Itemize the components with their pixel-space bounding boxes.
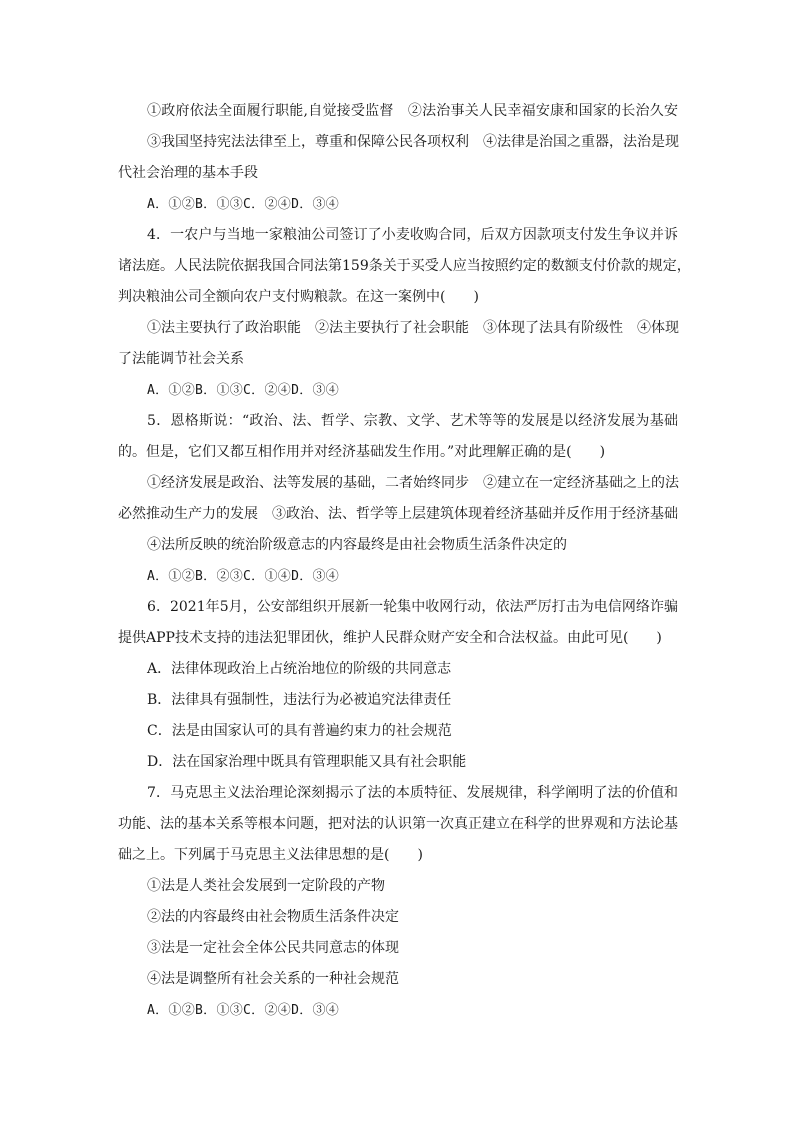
text-line: 5．恩格斯说：“政治、法、哲学、宗教、文学、艺术等等的发展是以经济发展为基础 (147, 413, 678, 429)
text-line: ①政府依法全面履行职能,自觉接受监督 ②法治事关人民幸福安康和国家的长治久安 (147, 103, 678, 119)
text-line: 判决粮油公司全额向农户支付购粮款。在这一案例中( ) (118, 289, 479, 305)
text-line: 必然推动生产力的发展 ③政治、法、哲学等上层建筑体现着经济基础并反作用于经济基础 (118, 506, 678, 522)
text-line: 7．马克思主义法治理论深刻揭示了法的本质特征、发展规律，科学阐明了法的价值和 (147, 785, 678, 801)
answer-options-line: A．①②B．①③C．②④D．③④ (147, 383, 340, 398)
text-line: ①经济发展是政治、法等发展的基础，二者始终同步 ②建立在一定经济基础之上的法 (147, 475, 679, 491)
text-line: 的。但是，它们又都互相作用并对经济基础发生作用。”对此理解正确的是( ) (118, 444, 606, 460)
text-line: 4．一农户与当地一家粮油公司签订了小麦收购合同，后双方因款项支付发生争议并诉 (147, 227, 678, 243)
text-line: ①法是人类社会发展到一定阶段的产物 (147, 878, 385, 894)
text-line: ③法是一定社会全体公民共同意志的体现 (147, 940, 399, 956)
text-line: 6．2021年5月，公安部组织开展新一轮集中收网行动，依法严厉打击为电信网络诈骗 (147, 599, 678, 615)
text-line: ③我国坚持宪法法律至上，尊重和保障公民各项权利 ④法律是治国之重器，法治是现 (147, 134, 679, 150)
text-line: ④法是调整所有社会关系的一种社会规范 (147, 971, 399, 987)
answer-options-line: A．①②B．①③C．②④D．③④ (147, 197, 340, 212)
text-line: B．法律具有强制性，违法行为必被追究法律责任 (147, 692, 452, 708)
text-line: C．法是由国家认可的具有普遍约束力的社会规范 (147, 723, 452, 739)
text-line: 诸法庭。人民法院依据我国合同法第159条关于买受人应当按照约定的数额支付价款的规定， (118, 258, 691, 274)
text-line: 提供APP技术支持的违法犯罪团伙，维护人民群众财产安全和合法权益。由此可见( ) (118, 630, 662, 646)
document-page (118, 96, 691, 1026)
text-line: ②法的内容最终由社会物质生活条件决定 (147, 909, 399, 925)
text-line: 础之上。下列属于马克思主义法律思想的是( ) (118, 847, 423, 863)
text-line: ④法所反映的统治阶级意志的内容最终是由社会物质生活条件决定的 (147, 537, 567, 553)
answer-options-line: A．①②B．①③C．②④D．③④ (147, 1003, 340, 1018)
text-line: 了法能调节社会关系 (118, 351, 244, 367)
answer-options-line: A．①②B．②③C．①④D．③④ (147, 569, 340, 584)
text-line: A．法律体现政治上占统治地位的阶级的共同意志 (147, 661, 452, 677)
text-line: ①法主要执行了政治职能 ②法主要执行了社会职能 ③体现了法具有阶级性 ④体现 (147, 320, 679, 336)
text-line: 功能、法的基本关系等根本问题，把对法的认识第一次真正建立在科学的世界观和方法论基 (118, 816, 678, 832)
text-line: D．法在国家治理中既具有管理职能又具有社会职能 (147, 754, 467, 770)
text-line: 代社会治理的基本手段 (118, 165, 258, 181)
